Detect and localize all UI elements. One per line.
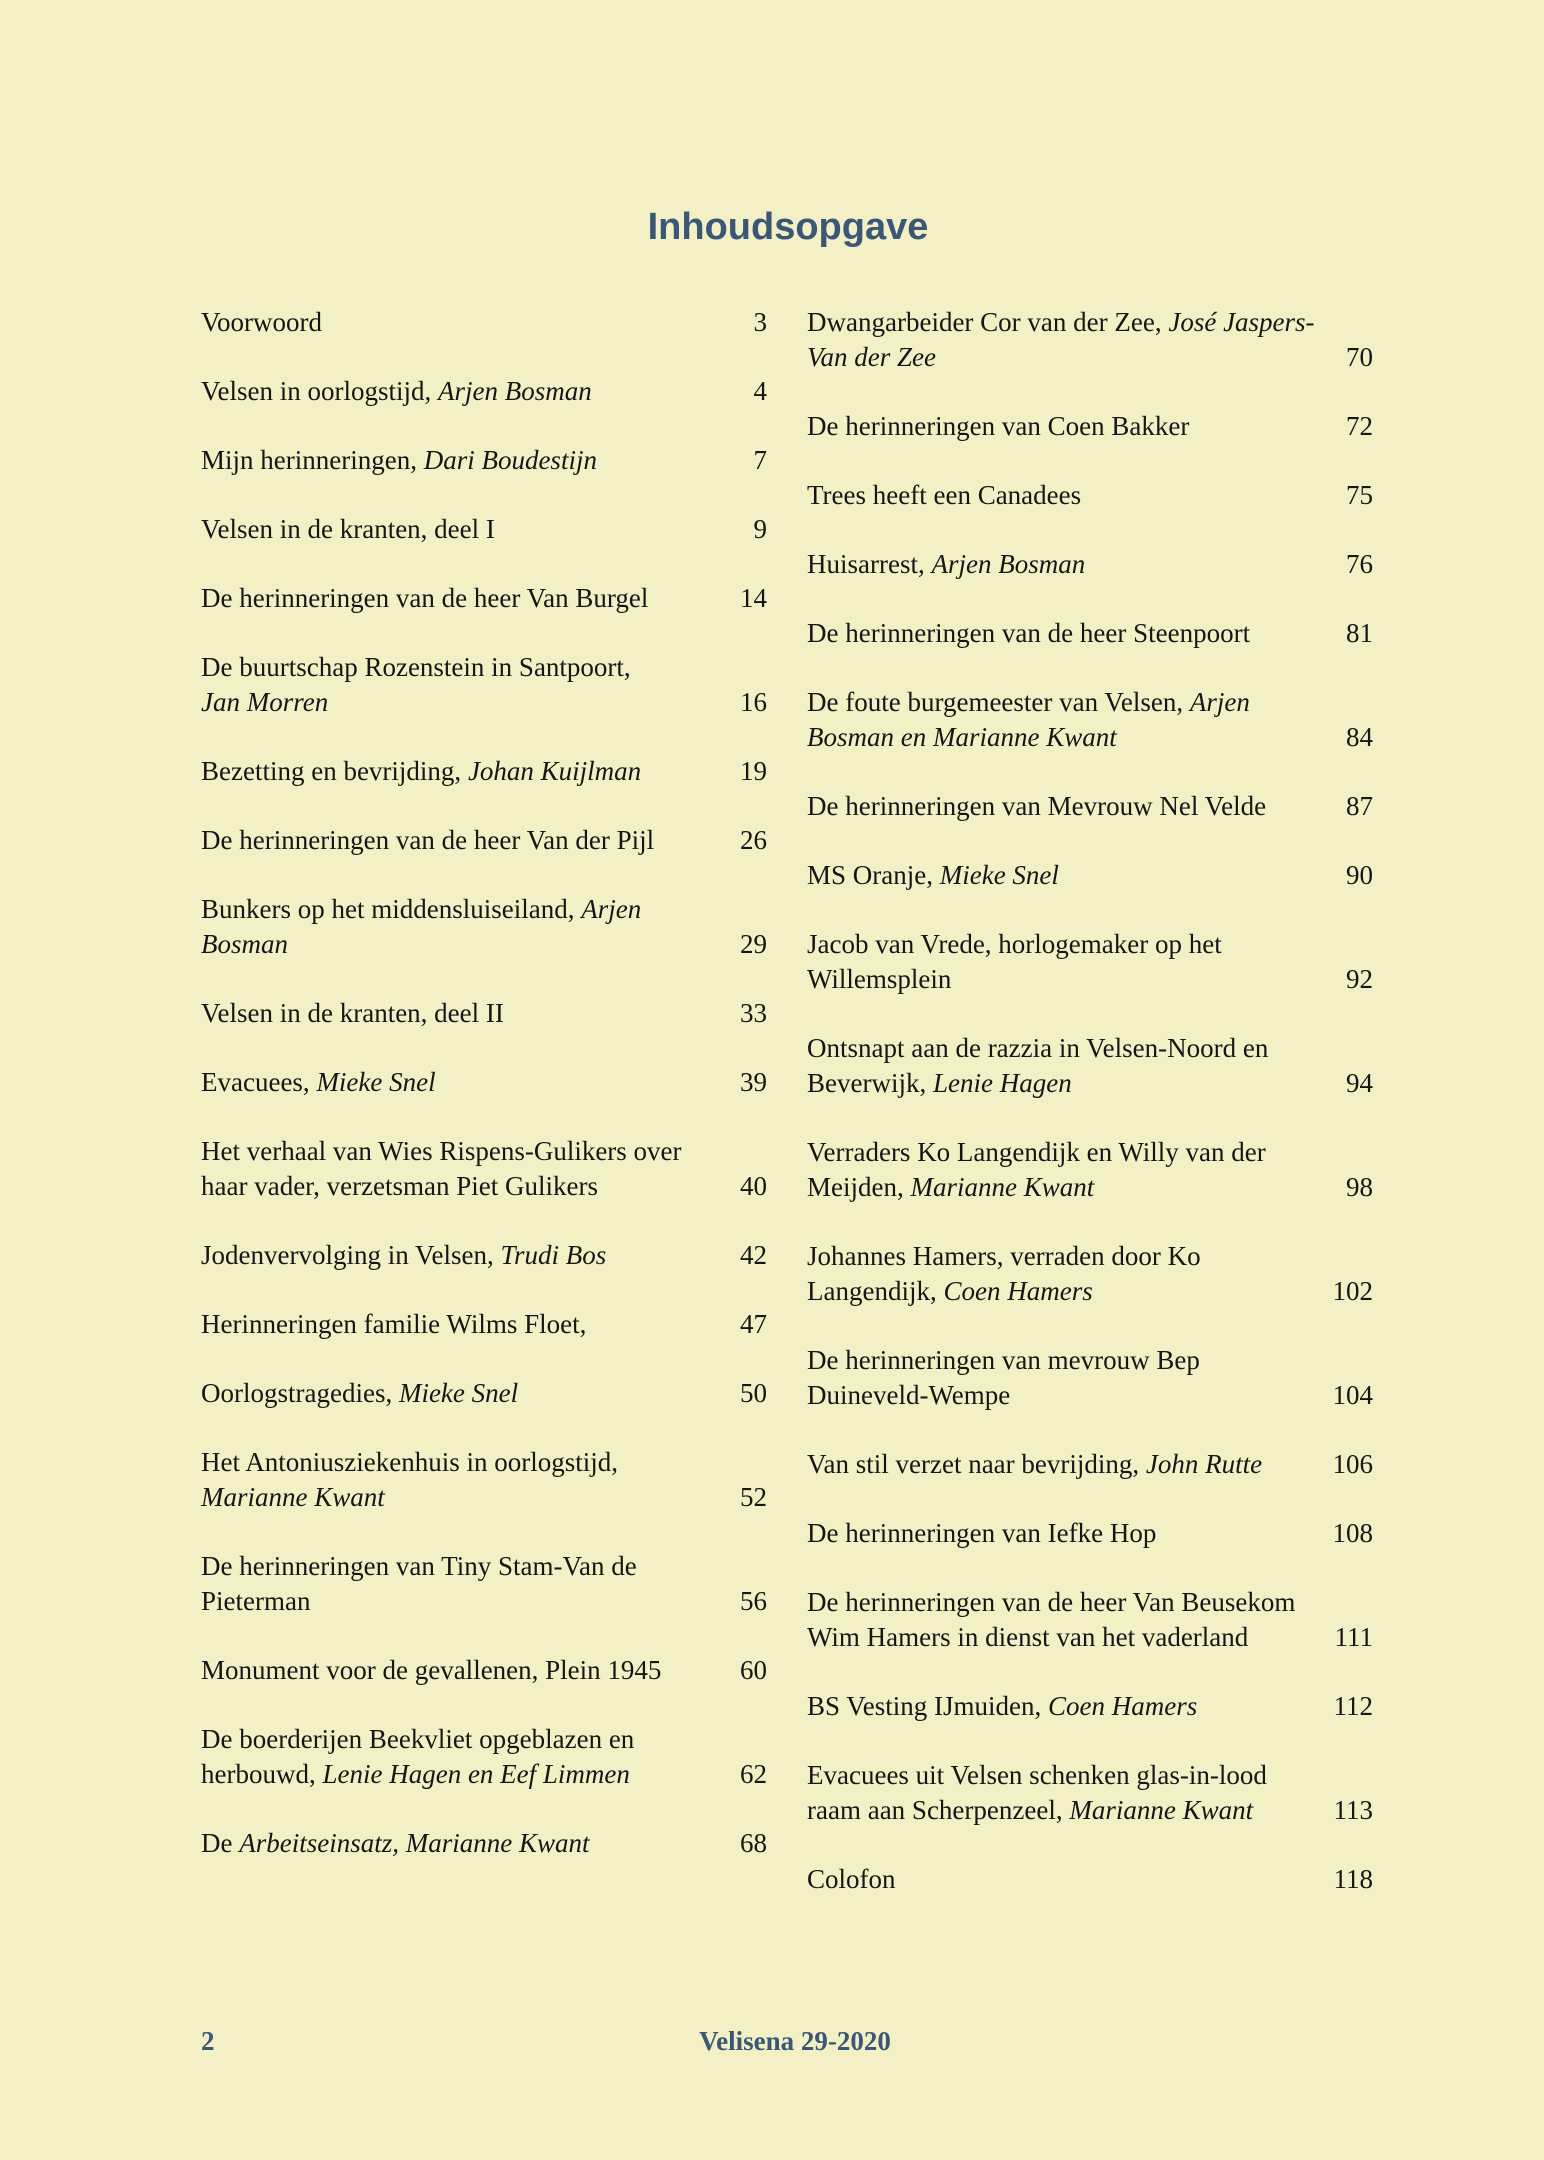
entry-title: Trees heeft een Canadees (807, 480, 1082, 510)
toc-right-column (807, 305, 1373, 1931)
entry-title: Voorwoord (201, 307, 322, 337)
entry-author: Arbeitseinsatz, Marianne Kwant (239, 1828, 590, 1858)
toc-entry[interactable] (807, 1343, 1373, 1413)
toc-entry[interactable] (807, 547, 1373, 582)
entry-page: 47 (740, 1309, 767, 1339)
entry-page: 4 (753, 376, 767, 406)
footer-page-number: 2 (201, 2026, 215, 2056)
entry-title: Evacuees, (201, 1067, 317, 1097)
entry-title: MS Oranje, (807, 860, 940, 890)
entry-author: Trudi Bos (500, 1240, 607, 1270)
entry-title: Bunkers op het middensluiseiland, (201, 894, 582, 924)
entry-author: Mieke Snel (939, 860, 1059, 890)
entry-page: 56 (740, 1586, 767, 1616)
entry-author: Mieke Snel (316, 1067, 436, 1097)
entry-author: José Jaspers- Van der Zee (807, 307, 1315, 372)
toc-entry[interactable] (201, 1445, 767, 1515)
entry-author: Dari Boudestijn (423, 445, 597, 475)
entry-page: 111 (1334, 1622, 1373, 1652)
entry-page: 84 (1346, 722, 1373, 752)
toc-entry[interactable] (807, 409, 1373, 444)
toc-entry[interactable] (201, 374, 767, 409)
toc-entry[interactable] (201, 1065, 767, 1100)
entry-page: 68 (740, 1828, 767, 1858)
toc-entry[interactable] (807, 927, 1373, 997)
toc-entry[interactable] (201, 1826, 767, 1861)
toc-entry[interactable] (807, 789, 1373, 824)
entry-page: 60 (740, 1655, 767, 1685)
toc-entry[interactable] (201, 305, 767, 340)
toc-entry[interactable] (807, 685, 1373, 755)
toc-entry[interactable] (201, 650, 767, 720)
entry-page: 94 (1346, 1068, 1373, 1098)
toc-entry[interactable] (201, 1653, 767, 1688)
entry-page: 19 (740, 756, 767, 786)
entry-author: Coen Hamers (1048, 1691, 1198, 1721)
entry-title: Bezetting en bevrijding, (201, 756, 468, 786)
entry-title: Het verhaal van Wies Rispens-Gulikers over haar vader, verzetsman Piet Gulikers (201, 1136, 682, 1201)
entry-title: De herinneringen van Coen Bakker (807, 411, 1190, 441)
entry-page: 87 (1346, 791, 1373, 821)
entry-author: John Rutte (1145, 1449, 1263, 1479)
toc-entry[interactable] (807, 1689, 1373, 1724)
entry-title: Mijn herinneringen, (201, 445, 424, 475)
entry-title: Velsen in de kranten, deel I (201, 514, 495, 544)
page-title: Inhoudsopgave (647, 206, 929, 248)
entry-author: Mieke Snel (398, 1378, 519, 1408)
entry-title: Jodenvervolging in Velsen, (201, 1240, 501, 1270)
entry-page: 52 (740, 1482, 767, 1512)
entry-page: 39 (740, 1067, 767, 1097)
toc-entry[interactable] (201, 996, 767, 1031)
entry-title: De (201, 1828, 240, 1858)
entry-page: 90 (1346, 860, 1373, 890)
entry-page: 50 (740, 1378, 767, 1408)
toc-entry[interactable] (201, 581, 767, 616)
entry-title: Het Antoniusziekenhuis in oorlogstijd, (201, 1447, 618, 1477)
entry-page: 70 (1346, 342, 1373, 372)
entry-title: Ontsnapt aan de razzia in Velsen-Noord en Beverwijk, (807, 1033, 1269, 1098)
entry-title: De herinneringen van de heer Van Beusekom Wim Hamers in dienst van het vaderland (807, 1587, 1296, 1652)
toc-entry[interactable] (807, 1031, 1373, 1101)
entry-title: Van stil verzet naar bevrijding, (807, 1449, 1146, 1479)
entry-page: 72 (1346, 411, 1373, 441)
entry-page: 9 (753, 514, 767, 544)
entry-page: 76 (1346, 549, 1373, 579)
entry-page: 40 (740, 1171, 767, 1201)
toc-entry[interactable] (807, 1135, 1373, 1205)
entry-title: De boerderijen Beekvliet opgeblazen en herbouwd, (201, 1724, 635, 1789)
toc-entry[interactable] (201, 443, 767, 478)
toc-entry[interactable] (201, 1134, 767, 1204)
entry-page: 62 (740, 1759, 767, 1789)
toc-entry[interactable] (201, 1549, 767, 1619)
entry-title: De herinneringen van Tiny Stam-Van de Pieterman (201, 1551, 637, 1616)
entry-title: De herinneringen van Iefke Hop (807, 1518, 1157, 1548)
entry-title: Oorlogstragedies, (201, 1378, 399, 1408)
toc-entry[interactable] (807, 616, 1373, 651)
entry-author: Jan Morren (201, 687, 329, 717)
toc-entry[interactable] (807, 1239, 1373, 1309)
toc-entry[interactable] (201, 823, 767, 858)
entry-title: Velsen in de kranten, deel II (201, 998, 504, 1028)
entry-page: 106 (1332, 1449, 1373, 1479)
entry-author: Arjen Bosman (201, 894, 642, 959)
entry-title: Herinneringen familie Wilms Floet, (201, 1309, 587, 1339)
entry-title: Verraders Ko Langendijk en Willy van der Meijden, (807, 1137, 1266, 1202)
entry-author: Johan Kuijlman (467, 756, 642, 786)
entry-author: Arjen Bosman en Marianne Kwant (807, 687, 1250, 752)
entry-page: 26 (740, 825, 767, 855)
entry-page: 33 (740, 998, 767, 1028)
entry-title: De herinneringen van de heer Steenpoort (807, 618, 1251, 648)
entry-title: Evacuees uit Velsen schenken glas-in-lood raam aan Scherpenzeel, (807, 1760, 1267, 1825)
entry-title: Velsen in oorlogstijd, (201, 376, 438, 406)
entry-title: De foute burgemeester van Velsen, (807, 687, 1190, 717)
toc-entry[interactable] (201, 892, 767, 962)
entry-page: 14 (740, 583, 767, 613)
entry-page: 7 (753, 445, 767, 475)
entry-author: Marianne Kwant (201, 1482, 385, 1512)
entry-page: 16 (740, 687, 767, 717)
toc-entry[interactable] (807, 478, 1373, 513)
toc-entry[interactable] (201, 754, 767, 789)
toc-entry[interactable] (201, 1376, 767, 1411)
footer-magazine-issue: Velisena 29-2020 (699, 2026, 891, 2056)
entry-title: De buurtschap Rozenstein in Santpoort, (201, 652, 631, 682)
toc-entry[interactable] (807, 1516, 1373, 1551)
entry-page: 42 (740, 1240, 767, 1270)
toc-entry[interactable] (201, 1238, 767, 1273)
entry-author: Arjen Bosman (438, 376, 592, 406)
entry-title: De herinneringen van mevrouw Bep Duineveld-Wempe (807, 1345, 1200, 1410)
entry-page: 113 (1333, 1795, 1373, 1825)
entry-page: 112 (1333, 1691, 1373, 1721)
toc-entry[interactable] (807, 305, 1373, 375)
entry-page: 81 (1346, 618, 1373, 648)
toc-left-column (201, 305, 767, 1895)
toc-entry[interactable] (807, 1862, 1373, 1897)
entry-title: Johannes Hamers, verraden door Ko Langendijk, (807, 1241, 1201, 1306)
entry-page: 102 (1332, 1276, 1373, 1306)
entry-page: 98 (1346, 1172, 1373, 1202)
entry-title: BS Vesting IJmuiden, (807, 1691, 1049, 1721)
toc-entry[interactable] (201, 1307, 767, 1342)
entry-page: 104 (1332, 1380, 1373, 1410)
toc-entry[interactable] (807, 1758, 1373, 1828)
entry-author: Coen Hamers (943, 1276, 1093, 1306)
entry-title: Dwangarbeider Cor van der Zee, (807, 307, 1169, 337)
entry-page: 3 (753, 307, 767, 337)
toc-entry[interactable] (201, 512, 767, 547)
entry-title: Jacob van Vrede, horlogemaker op het Willemsplein (807, 929, 1222, 994)
entry-page: 29 (740, 929, 767, 959)
entry-page: 118 (1333, 1864, 1373, 1894)
entry-page: 92 (1346, 964, 1373, 994)
entry-page: 75 (1346, 480, 1373, 510)
entry-author: Lenie Hagen en Eef Limmen (322, 1759, 630, 1789)
toc-entry[interactable] (201, 1722, 767, 1792)
toc-entry[interactable] (807, 1585, 1373, 1655)
toc-entry[interactable] (807, 858, 1373, 893)
entry-author: Marianne Kwant (910, 1172, 1095, 1202)
entry-author: Lenie Hagen (932, 1068, 1072, 1098)
entry-author: Arjen Bosman (931, 549, 1086, 579)
entry-title: Huisarrest, (807, 549, 932, 579)
entry-title: Colofon (807, 1864, 896, 1894)
entry-title: De herinneringen van Mevrouw Nel Velde (807, 791, 1267, 821)
entry-author: Marianne Kwant (1069, 1795, 1254, 1825)
entry-title: De herinneringen van de heer Van Burgel (201, 583, 649, 613)
entry-title: De herinneringen van de heer Van der Pijl (201, 825, 655, 855)
entry-title: Monument voor de gevallenen, Plein 1945 (201, 1655, 662, 1685)
toc-entry[interactable] (807, 1447, 1373, 1482)
entry-page: 108 (1332, 1518, 1373, 1548)
